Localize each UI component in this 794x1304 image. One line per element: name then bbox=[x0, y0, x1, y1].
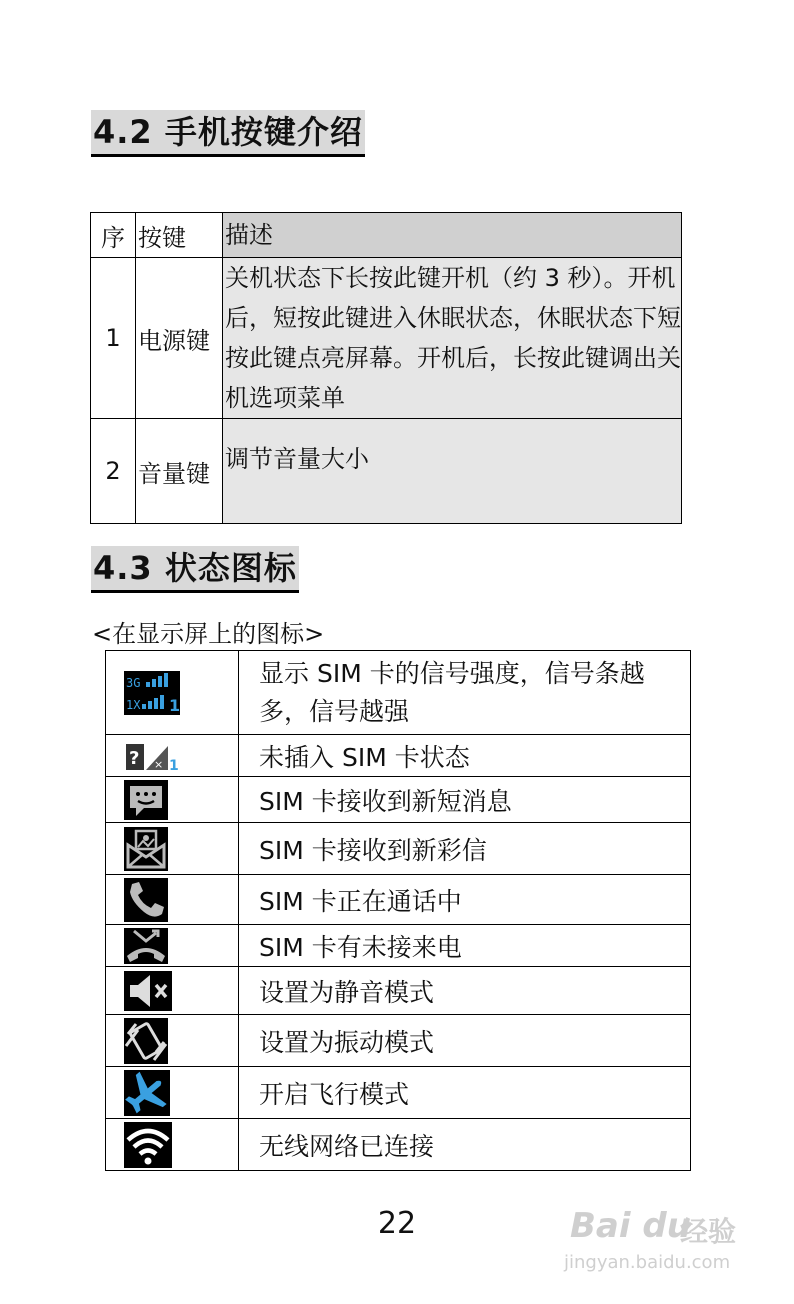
header-key: 按键 bbox=[136, 213, 223, 258]
icon-description: SIM 卡接收到新短消息 bbox=[239, 777, 691, 823]
page-number: 22 bbox=[377, 1206, 417, 1241]
table-row bbox=[106, 967, 691, 1015]
row-key: 音量键 bbox=[136, 419, 223, 524]
icon-description: 开启飞行模式 bbox=[239, 1067, 691, 1119]
table-row bbox=[106, 823, 691, 875]
icon-description: 无线网络已连接 bbox=[239, 1119, 691, 1171]
watermark-product: 经验 bbox=[680, 1215, 737, 1248]
svg-text:?: ? bbox=[129, 747, 140, 769]
new-mms-icon bbox=[124, 827, 168, 871]
header-no: 序 bbox=[91, 213, 136, 258]
table-row bbox=[91, 419, 682, 524]
baidu-watermark bbox=[560, 1188, 760, 1288]
missed-call-icon bbox=[124, 928, 168, 964]
section-4-3-heading: 4.3 状态图标 bbox=[91, 546, 299, 593]
watermark-brand: Bai du bbox=[570, 1206, 691, 1246]
wifi-connected-icon bbox=[124, 1122, 172, 1168]
table-row bbox=[106, 925, 691, 967]
row-desc: 关机状态下长按此键开机（约 3 秒）。开机后，短按此键进入休眠状态，休眠状态下短按此键点亮屏幕。开机后，长按此键调出关机选项菜单 bbox=[223, 258, 682, 419]
icon-description: 设置为振动模式 bbox=[239, 1015, 691, 1067]
row-no: 1 bbox=[91, 258, 136, 419]
new-sms-icon bbox=[124, 780, 168, 820]
table-row bbox=[106, 777, 691, 823]
icon-description: 显示 SIM 卡的信号强度，信号条越 bbox=[259, 658, 645, 688]
section-4-2-heading: 4.2 手机按键介绍 bbox=[91, 110, 365, 157]
icon-description: 未插入 SIM 卡状态 bbox=[239, 735, 691, 777]
icon-description: SIM 卡正在通话中 bbox=[239, 875, 691, 925]
airplane-mode-icon bbox=[124, 1070, 170, 1116]
svg-text:×: × bbox=[154, 757, 164, 771]
table-row bbox=[106, 1119, 691, 1171]
icon-description: 多，信号越强 bbox=[259, 696, 410, 726]
svg-text:1: 1 bbox=[169, 757, 179, 772]
key-table-header-row bbox=[91, 213, 682, 258]
header-desc: 描述 bbox=[223, 213, 682, 258]
table-row bbox=[106, 1015, 691, 1067]
svg-text:1X: 1X bbox=[126, 697, 141, 712]
row-no: 2 bbox=[91, 419, 136, 524]
signal-strength-icon bbox=[124, 671, 180, 715]
svg-text:1: 1 bbox=[169, 695, 180, 715]
svg-text:3G: 3G bbox=[126, 675, 141, 690]
icons-subtitle: <在显示屏上的图标> bbox=[92, 620, 325, 648]
table-row bbox=[106, 1067, 691, 1119]
icon-description: SIM 卡有未接来电 bbox=[239, 925, 691, 967]
table-row bbox=[106, 735, 691, 777]
row-desc: 调节音量大小 bbox=[223, 419, 682, 524]
row-key: 电源键 bbox=[136, 258, 223, 419]
in-call-icon bbox=[124, 878, 168, 922]
no-sim-icon bbox=[124, 740, 180, 772]
icon-description: SIM 卡接收到新彩信 bbox=[239, 823, 691, 875]
table-row bbox=[106, 651, 691, 735]
key-table bbox=[90, 212, 682, 524]
status-icon-table bbox=[105, 650, 691, 1171]
icon-description: 设置为静音模式 bbox=[239, 967, 691, 1015]
silent-mode-icon bbox=[124, 971, 172, 1011]
watermark-url: jingyan.baidu.com bbox=[564, 1252, 731, 1273]
table-row bbox=[91, 258, 682, 419]
vibrate-mode-icon bbox=[124, 1018, 168, 1064]
table-row bbox=[106, 875, 691, 925]
